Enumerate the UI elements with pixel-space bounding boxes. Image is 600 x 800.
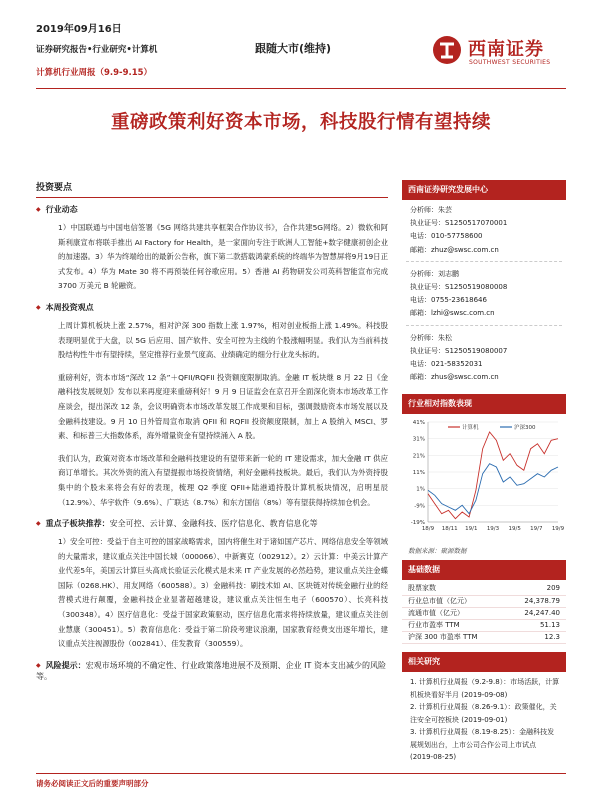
analyst-name: 分析师：朱芸	[410, 206, 452, 214]
table-row	[402, 632, 566, 644]
analyst-name: 分析师：刘志鹏	[410, 269, 459, 278]
x-tick-label: 18/9	[421, 526, 435, 533]
related-research-heading: 相关研究	[402, 652, 566, 672]
sidebar	[402, 180, 566, 764]
analyst-phone: 电话：021-58352031	[410, 360, 483, 369]
chart-source: 数据来源：聚源数据	[408, 547, 467, 556]
report-type: 计算机行业周报（9.9-9.15）	[36, 68, 153, 78]
paragraph: 1）中国联通与中国电信签署《5G 网络共建共享框架合作协议书》，合作共建5G网络。2）微软和阿斯利康宣布将联手推出 AI Factory for Health，是一家面向专注于欧洲人工智能+数字健康初创企业的加速器。3）华为终端给出的最新公告称，旗下第二款搭载鸿蒙系统的终端华为智慧屏将9月19日正式发布。4）华为 Mate 30 将不再预装任何谷歌应用。5）香港 AI 药物研发公司英科智能宣布完成 3700 万美元 B 轮融资。	[58, 223, 388, 291]
stat-label: 沪深 300 市盈率 TTM	[408, 633, 478, 642]
x-tick-label: 19/5	[508, 526, 521, 533]
stat-value: 209	[546, 584, 560, 593]
analyst-name: 分析师：朱松	[410, 333, 452, 342]
analyst-phone: 电话：0755-23618646	[410, 296, 487, 305]
x-tick-label: 19/7	[530, 526, 543, 533]
divider	[406, 261, 562, 262]
logo-text-cn: 西南证券	[468, 39, 544, 60]
company-logo	[432, 32, 567, 72]
y-tick-label: -19%	[410, 520, 425, 527]
list-item[interactable]: 1. 计算机行业周报（9.2-9.8）：市场活跃，计算机板块看好半月 (2019-09-08)	[410, 678, 560, 699]
report-date: 2019年09月16日	[36, 24, 122, 35]
rating: 跟随大市(维持)	[255, 42, 332, 55]
header-divider	[36, 88, 566, 89]
performance-heading: 行业相对指数表现	[402, 394, 566, 414]
x-tick-label: 18/11	[441, 526, 458, 533]
related-research-list	[402, 672, 566, 764]
section-heading-label: 重点子板块推荐：	[45, 519, 110, 529]
section-heading: ◆ 行业动态	[36, 204, 388, 215]
summary-column	[36, 180, 388, 688]
paragraph: 上周计算机板块上涨 2.57%，相对沪深 300 指数上涨 1.97%，相对创业板指上涨 1.49%。科技股表现明显优于大盘，以 5G 后应用、国产软件、安全可控为主线的个股涨幅明显。我们认为当前科技股结构性牛市有望持续，坚定推荐行业景气度高、业绩确定的细分行业龙头标的。	[58, 320, 388, 360]
basic-data-heading: 基础数据	[402, 560, 566, 580]
table-row	[402, 583, 566, 595]
legend-label: 沪深300	[514, 425, 536, 432]
section-heading	[36, 518, 388, 529]
y-tick-label: 11%	[412, 470, 425, 477]
stat-value: 24,378.79	[524, 596, 560, 605]
performance-chart	[402, 414, 566, 554]
y-tick-label: 31%	[412, 437, 425, 444]
legend-label: 计算机	[462, 425, 479, 432]
analyst-card	[402, 200, 566, 259]
section-heading-detail: 宏观市场环境的不确定性、行业政策落地进展不及预期、企业 IT 资本支出减少的风险等。	[36, 660, 386, 681]
y-tick-label: 21%	[412, 453, 425, 460]
stat-label: 流通市值（亿元）	[408, 608, 464, 617]
analyst-email[interactable]: 邮箱：lzhi@swsc.com.cn	[410, 309, 495, 318]
basic-data-table	[402, 580, 566, 644]
table-row	[402, 608, 566, 620]
y-tick-label: 41%	[412, 420, 425, 427]
stat-value: 12.3	[544, 633, 560, 642]
x-tick-label: 19/1	[465, 526, 478, 533]
logo-text-en: SOUTHWEST SECURITIES	[469, 59, 551, 66]
report-category: 证券研究报告•行业研究•计算机	[36, 45, 158, 55]
paragraph: 1）安全可控：受益于自主可控的国家战略需求，国内将催生对于诸如国产芯片、网络信息安全等领域的大量需求，建议重点关注中国长城（000066）、中新赛克（002912）。2）云计算：中美云计算产业代差5年，美国云计算巨头高成长验证云化模式是未来 IT 产业发展的必然趋势，建议重点关注金蝶国际（0268.HK）、用友网络（600588）。3）金融科技：刷技术如 AI、区块链对传统金融行业的经营模式进行颠覆，金融科技企业显著超越建设，建议重点关注恒生电子（600570）、长亮科技（300348）。4）医疗信息化：受益于国家政策驱动，医疗信息化需求将持续放量，建议重点关注创业慧康（300451）。5）教育信息化：受益于第二阶段考建议浪潮，国家教育经费支出逐年增长，建议重点关注视源股份（002841）、佳发教育（300559）。	[58, 537, 388, 649]
stat-label: 股票家数	[408, 584, 436, 593]
analyst-email[interactable]: 邮箱：zhus@swsc.com.cn	[410, 373, 499, 382]
logo-mark-icon	[432, 35, 462, 65]
table-row	[402, 620, 566, 632]
section-heading: ◆ 本周投资观点	[36, 302, 388, 313]
page-title: 重磅政策利好资本市场，科技股行情有望持续	[110, 112, 491, 133]
stat-label: 行业市盈率 TTM	[408, 621, 460, 630]
footer-divider	[36, 773, 566, 774]
section-heading	[36, 660, 388, 682]
analyst-cert: 执业证号：S1250519080008	[410, 283, 508, 292]
divider	[406, 325, 562, 326]
list-item[interactable]: 3. 计算机行业周报（8.19-8.25）：金融科技发展规划出台，上市公司合作公司上市试点 (2019-08-25)	[410, 728, 555, 762]
analyst-card	[402, 328, 566, 387]
stat-value: 24,247.40	[524, 608, 560, 617]
summary-heading: 投资要点	[36, 180, 388, 198]
analyst-email[interactable]: 邮箱：zhuz@swsc.com.cn	[410, 245, 499, 254]
stat-label: 行业总市值（亿元）	[408, 596, 471, 605]
paragraph: 重磅利好，资本市场“深改 12 条”＋QFII/RQFII 投资额度限制取消。金融 IT 板块继 8 月 22 日《金融科技发展规划》发布以来再度迎来重磅利好！9 月 9 日证监会在京召开全面深化资本市场改革工作座谈会，提出深改 12 条，会议明确资本市场改革发展工作成果和目标，强调鼓励资本市场发展以及金融科技建设。9 月 10 日外管局宣布取消 QFII 和 RQFII 投资额度限制，加上 A 股纳入 MSCI、罗素、和标普三大指数体系，海外增量资金有望持续涌入 A 股。	[58, 372, 388, 441]
table-row	[402, 596, 566, 608]
footer-disclaimer: 请务必阅读正文后的重要声明部分	[36, 779, 149, 788]
paragraph: 我们认为，政策对资本市场改革和金融科技建设的有望带来新一轮的 IT 建设需求，加大金融 IT 供应商订单增长。其次外资的流入有望提振市场投资情绪，利好金融科技板块。最后，我们认为外资持股集中的个股未来将会有好的表现，梳理 Q2 季度 QFII+陆港通持股计算机板块情况，启明星辰（12.9%）、华宇软件（9.6%）、广联达（8.7%）和东方国信（8%）等有望获得持续加仓机会。	[58, 453, 388, 507]
analyst-card	[402, 264, 566, 323]
research-center-heading: 西南证券研究发展中心	[402, 180, 566, 200]
x-tick-label: 19/9	[551, 526, 565, 533]
performance-chart-svg	[402, 414, 566, 542]
analyst-cert: 执业证号：S1250519080007	[410, 346, 508, 355]
y-tick-label: 1%	[416, 487, 425, 494]
analyst-cert: 执业证号：S1250517070001	[410, 219, 508, 228]
x-tick-label: 19/3	[486, 526, 500, 533]
section-heading-detail: 安全可控、云计算、金融科技、医疗信息化、教育信息化等	[109, 519, 318, 529]
series-line-computer	[428, 432, 558, 519]
y-tick-label: -9%	[414, 503, 425, 510]
analyst-phone: 电话：010-57758600	[410, 232, 483, 241]
stat-value: 51.13	[539, 621, 560, 630]
section-heading-label: 风险提示：	[45, 660, 86, 670]
list-item[interactable]: 2. 计算机行业周报（8.26-9.1）：政策催化，关注安全可控板块 (2019-09-01)	[410, 703, 557, 724]
